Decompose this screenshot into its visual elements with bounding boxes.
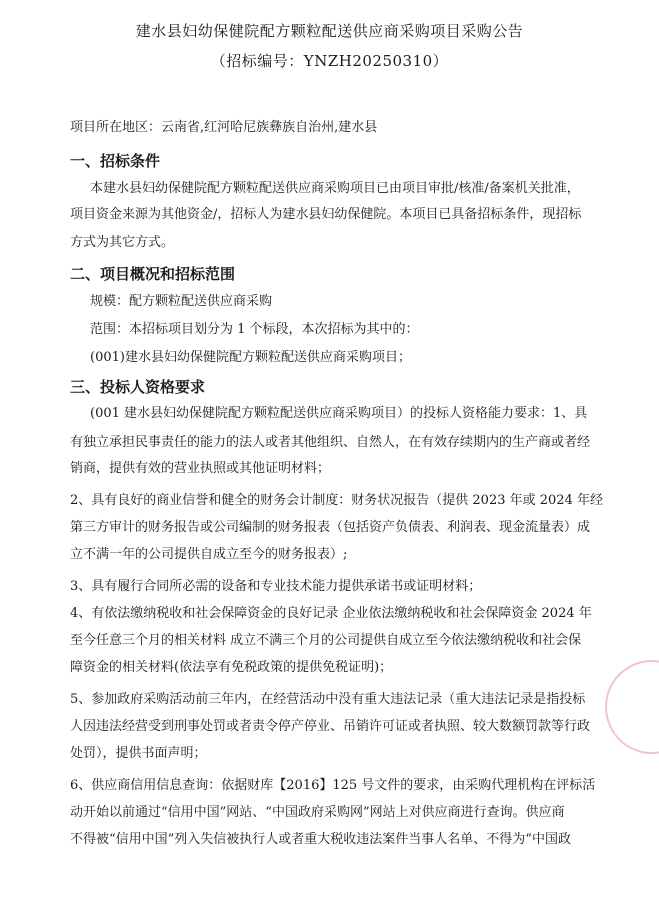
section-2-heading: 二、项目概况和招标范围	[70, 265, 236, 283]
s3-line: (001 建水县妇幼保健院配方颗粒配送供应商采购项目）的投标人资格能力要求：1、具	[90, 406, 588, 421]
s3-line: 第三方审计的财务报告或公司编制的财务报表（包括资产负债表、利润表、现金流量表）成	[70, 520, 591, 535]
project-location: 项目所在地区：云南省,红河哈尼族彝族自治州,建水县	[70, 120, 378, 135]
s3-line: 销商，提供有效的营业执照或其他证明材料；	[70, 461, 331, 476]
s2-line: 范围：本招标项目划分为 1 个标段，本次招标为其中的：	[90, 322, 419, 337]
s3-line: 障资金的相关材料(依法享有免税政策的提供免税证明)；	[70, 660, 393, 675]
s3-line: 人因违法经营受到刑事处罚或者责令停产停业、吊销许可证或者执照、较大数额罚款等行政	[70, 719, 591, 734]
s1-line: 本建水县妇幼保健院配方颗粒配送供应商采购项目已由项目审批/核准/备案机关批准，	[90, 181, 580, 196]
s2-line: (001)建水县妇幼保健院配方颗粒配送供应商采购项目；	[90, 350, 411, 365]
s3-line: 5、参加政府采购活动前三年内，在经营活动中没有重大违法记录（重大违法记录是指投标	[70, 692, 586, 707]
s2-line: 规模：配方颗粒配送供应商采购	[90, 294, 273, 309]
s3-line: 至今任意三个月的相关材料 成立不满三个月的公司提供自成立至今依法缴纳税收和社会保	[70, 633, 582, 648]
s3-line: 立不满一年的公司提供自成立至今的财务报表）;	[70, 547, 348, 562]
s3-line: 3、具有履行合同所必需的设备和专业技术能力提供承诺书或证明材料；	[70, 579, 482, 594]
section-1-heading: 一、招标条件	[70, 152, 161, 170]
s3-line: 不得被“信用中国”列入失信被执行人或者重大税收违法案件当事人名单、不得为“中国政	[70, 832, 571, 847]
doc-title: 建水县妇幼保健院配方颗粒配送供应商采购项目采购公告	[135, 22, 524, 40]
s3-line: 处罚），提供书面声明；	[70, 746, 207, 761]
doc-subtitle: （招标编号：YNZH20250310）	[210, 52, 449, 70]
section-3-heading: 三、投标人资格要求	[70, 378, 206, 396]
s3-line: 4、有依法缴纳税收和社会保障资金的良好记录 企业依法缴纳税收和社会保障资金 2024 年	[70, 606, 592, 621]
s3-line: 动开始以前通过“信用中国”网站、“中国政府采购网”网站上对供应商进行查询。供应商	[70, 805, 565, 820]
s3-line: 2、具有良好的商业信誉和健全的财务会计制度：财务状况报告（提供 2023 年或 2024 年经	[70, 493, 603, 508]
s1-line: 项目资金来源为其他资金/，招标人为建水县妇幼保健院。本项目已具备招标条件，现招标	[70, 207, 582, 222]
s1-line: 方式为其它方式。	[70, 235, 175, 250]
s3-line: 6、供应商信用信息查询：依据财库【2016】125 号文件的要求，由采购代理机构在评标活	[70, 778, 596, 793]
s3-line: 有独立承担民事责任的能力的法人或者其他组织、自然人，在有效存续期内的生产商或者经	[70, 435, 591, 450]
